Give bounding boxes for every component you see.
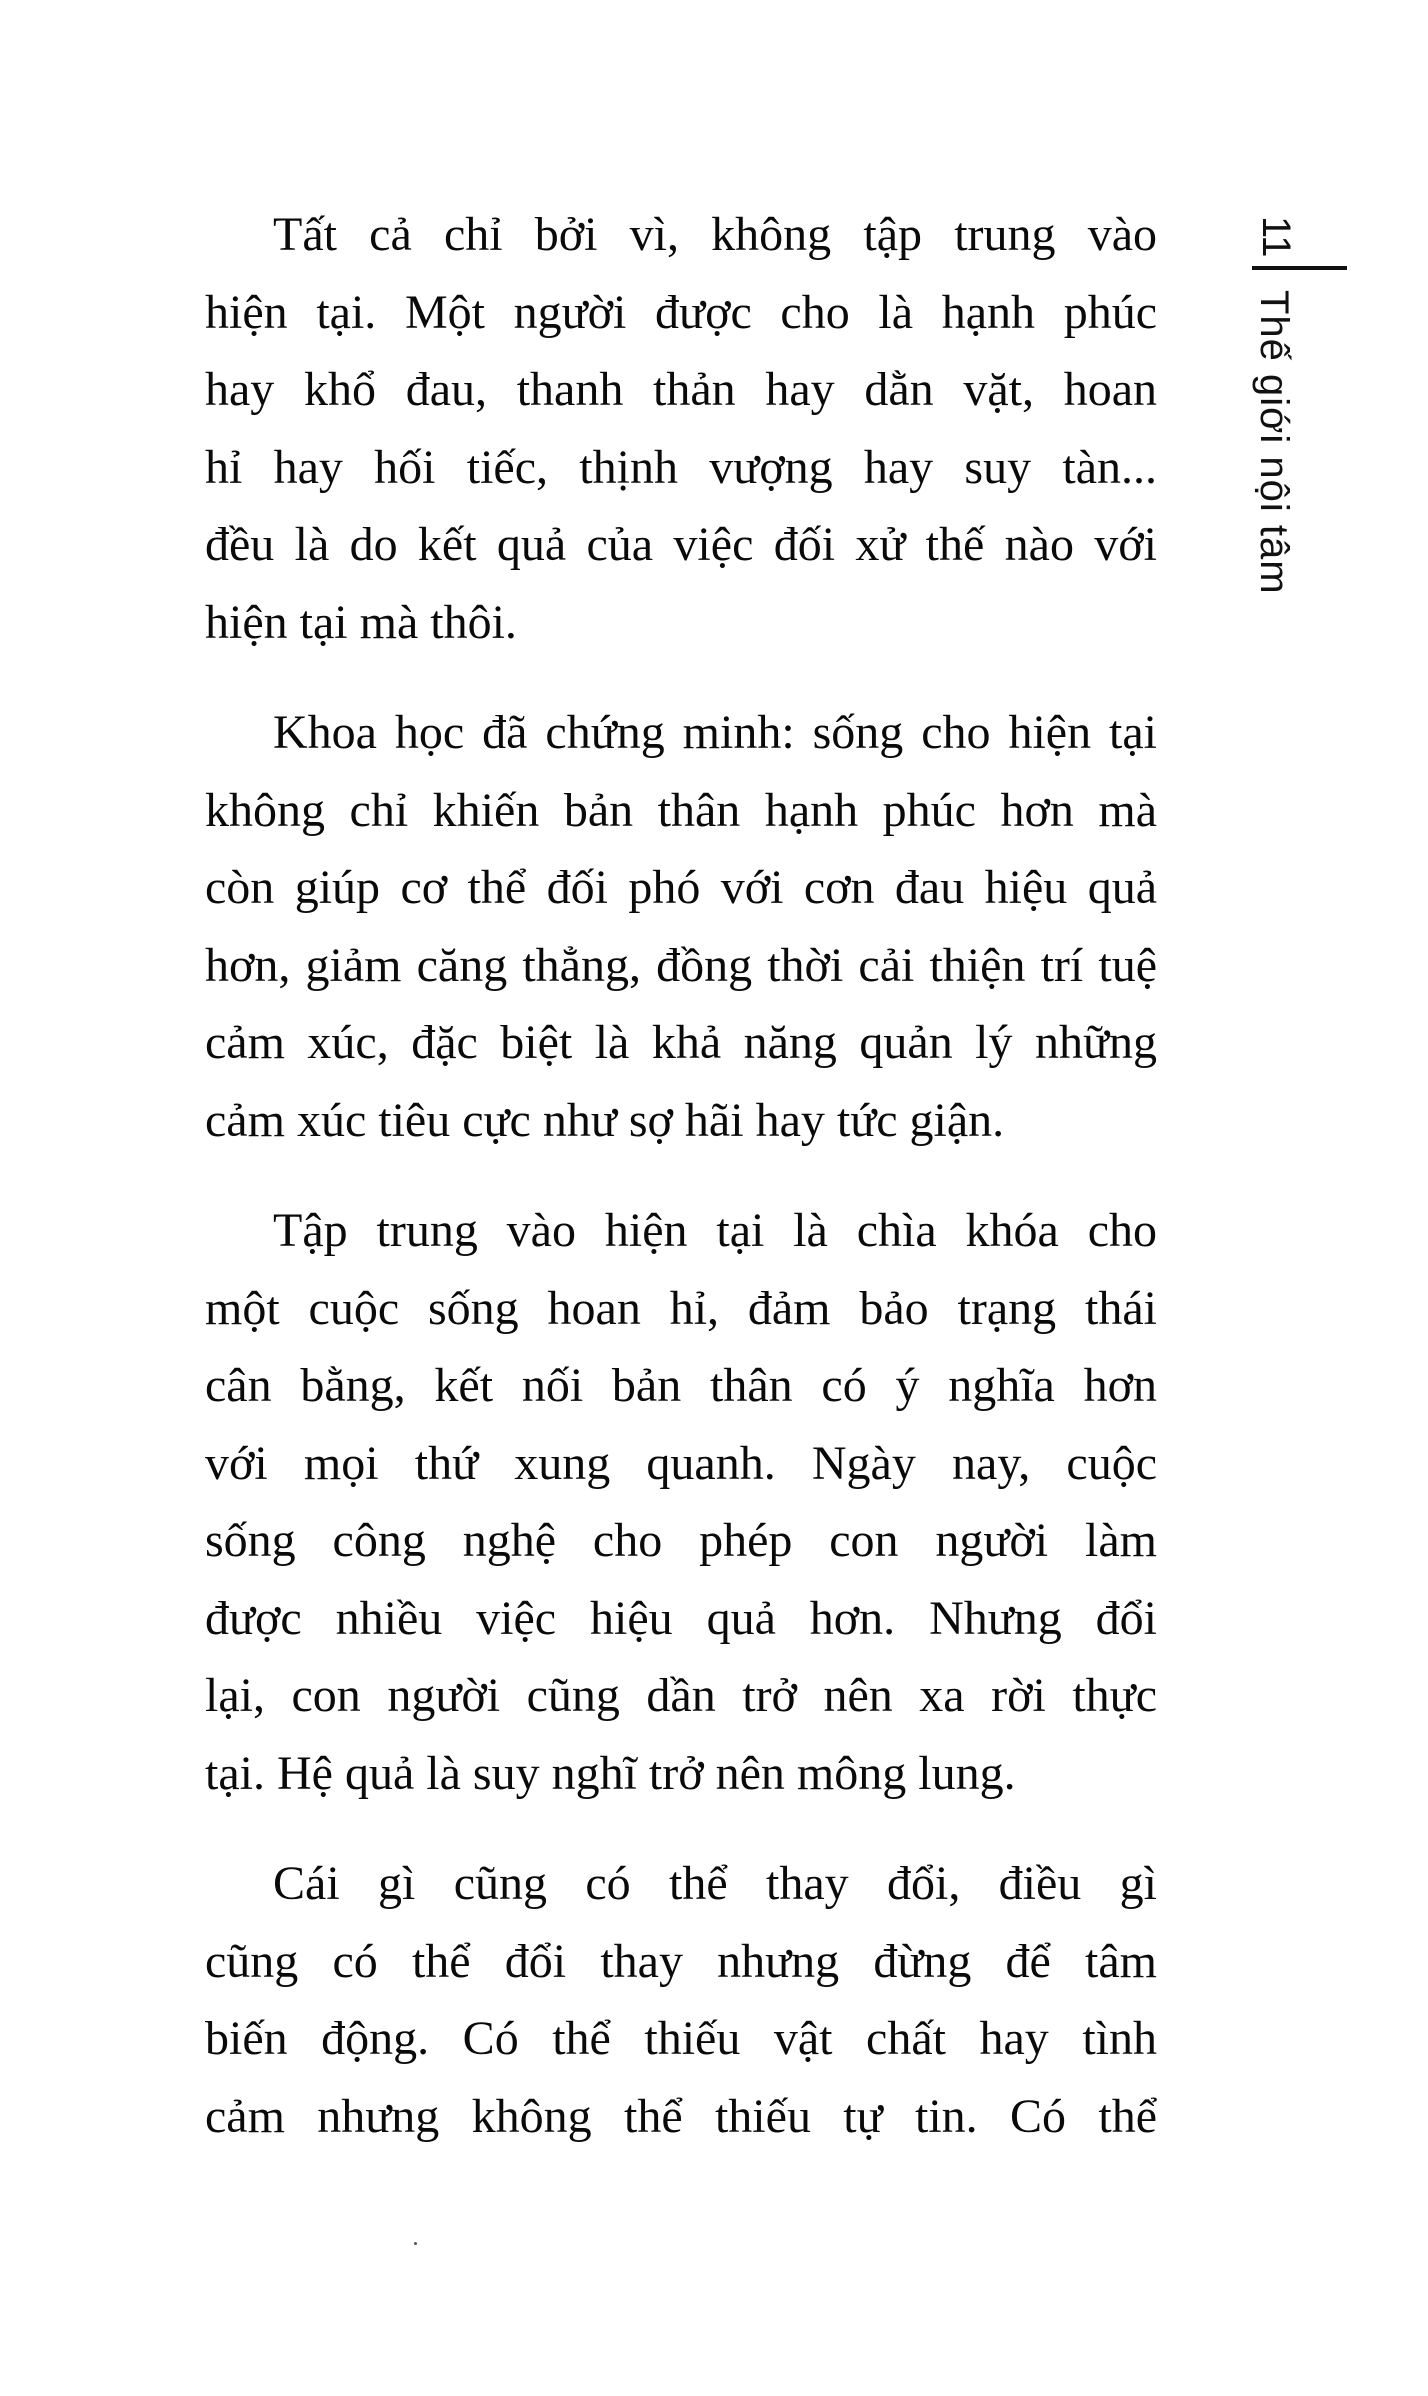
text-line: hiện tại. Một người được cho là hạnh phúc (205, 285, 1157, 339)
text-line: cảm nhưng không thể thiếu tự tin. Có thể (205, 2089, 1157, 2143)
text-line: tại. Hệ quả là suy nghĩ trở nên mông lung. (205, 1746, 1016, 1800)
section-title: Thế giới nội tâm (1252, 290, 1296, 595)
text-line: hơn, giảm căng thẳng, đồng thời cải thiện trí tuệ (205, 938, 1157, 992)
paragraph-3 (205, 1192, 1157, 1812)
text-line: Khoa học đã chứng minh: sống cho hiện tại (273, 706, 1157, 759)
text-line: cũng có thể đổi thay nhưng đừng để tâm (205, 1934, 1157, 1988)
paragraph-2 (205, 694, 1157, 1159)
header-rule (1252, 266, 1347, 270)
text-line: còn giúp cơ thể đối phó với cơn đau hiệu quả (205, 861, 1157, 914)
text-line: sống công nghệ cho phép con người làm (205, 1514, 1157, 1567)
text-line: một cuộc sống hoan hỉ, đảm bảo trạng thái (205, 1281, 1157, 1335)
paragraph-1 (205, 196, 1157, 661)
text-line: không chỉ khiến bản thân hạnh phúc hơn mà (205, 783, 1157, 837)
text-line: Tất cả chỉ bởi vì, không tập trung vào (273, 208, 1157, 261)
text-line: lại, con người cũng dần trở nên xa rời thực (205, 1669, 1157, 1722)
text-line: được nhiều việc hiệu quả hơn. Nhưng đổi (205, 1591, 1157, 1645)
text-line: cảm xúc, đặc biệt là khả năng quản lý những (205, 1016, 1157, 1069)
print-speck (414, 2242, 417, 2245)
text-line: hỉ hay hối tiếc, thịnh vượng hay suy tàn... (205, 440, 1157, 494)
text-line: biến động. Có thể thiếu vật chất hay tình (205, 2012, 1157, 2065)
body-text (205, 196, 1157, 2155)
text-line: đều là do kết quả của việc đối xử thế nào với (205, 518, 1157, 571)
page-number: 11 (1254, 216, 1298, 258)
text-line: Cái gì cũng có thể thay đổi, điều gì (273, 1857, 1157, 1910)
text-line: với mọi thứ xung quanh. Ngày nay, cuộc (205, 1436, 1157, 1490)
paragraph-4 (205, 1845, 1157, 2155)
text-line: cảm xúc tiêu cực như sợ hãi hay tức giận. (205, 1093, 1005, 1147)
text-line: hay khổ đau, thanh thản hay dằn vặt, hoan (205, 363, 1157, 416)
text-line: Tập trung vào hiện tại là chìa khóa cho (273, 1204, 1157, 1257)
text-line: hiện tại mà thôi. (205, 595, 517, 649)
text-line: cân bằng, kết nối bản thân có ý nghĩa hơn (205, 1359, 1157, 1412)
